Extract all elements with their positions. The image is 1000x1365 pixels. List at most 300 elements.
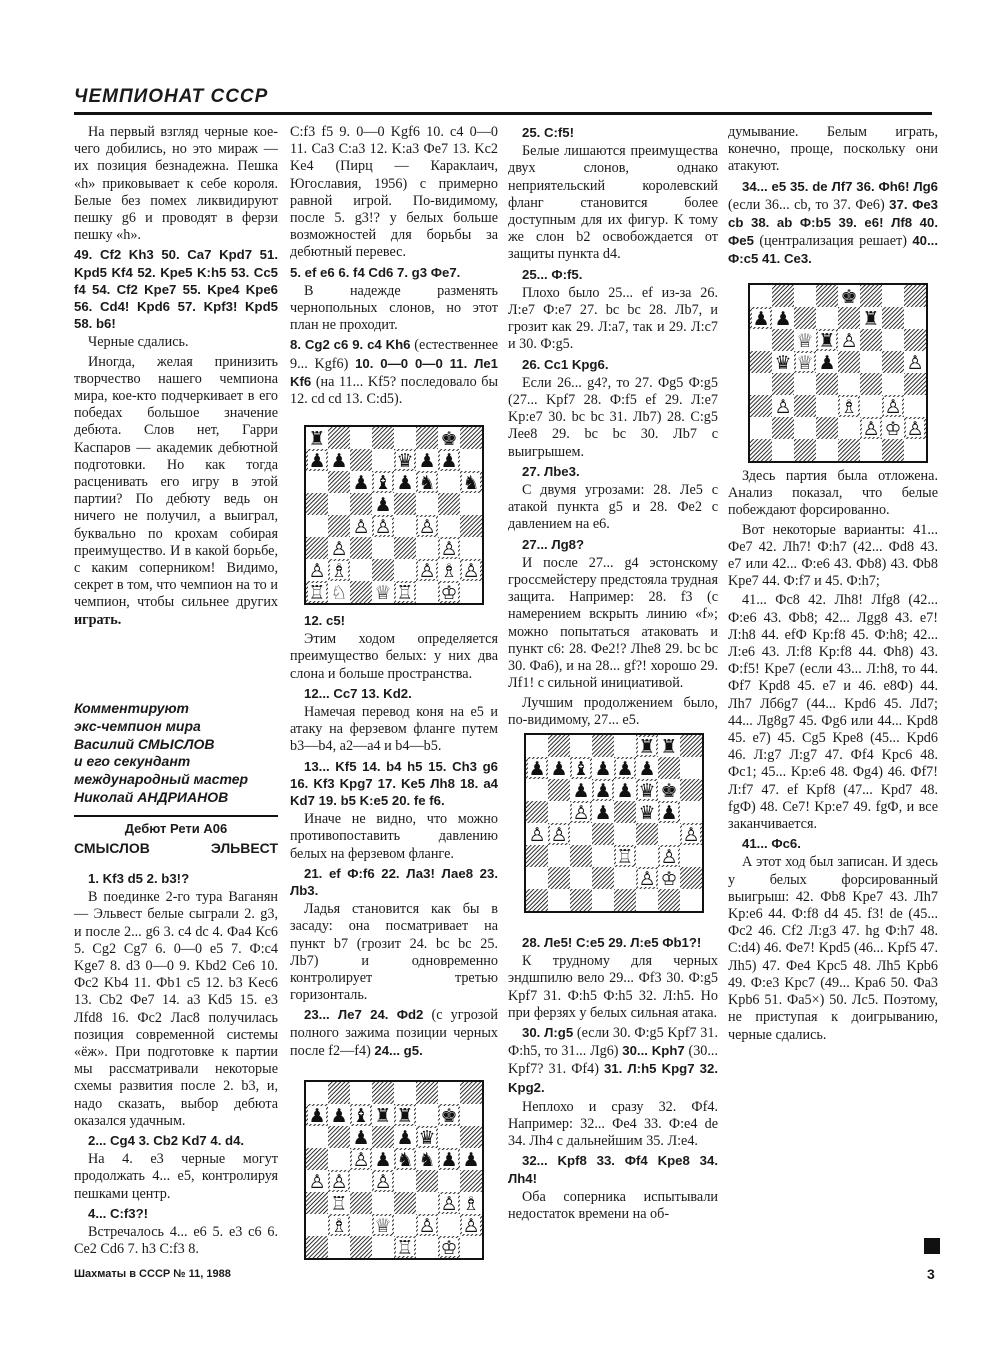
- chess-piece: ♟: [774, 308, 792, 330]
- moves: 41... Фc6.: [742, 836, 801, 852]
- paragraph: К трудному для черных эндшпилю вело 29... Фf3 30. Ф:g5 Kpf7 31. Ф:h5 Ф:h5 32. Л:h5. Но при ферзях у белых сильная атака.: [508, 953, 718, 1021]
- chess-piece: ♟: [308, 1105, 326, 1127]
- paragraph: 41... Фc8 42. Лh8! Лfg8 (42... Ф:e6 43. Фb8; 42... Лgg8 43. e7! Л:h8 44. efФ Kp:f8 45. Ф:h8; 42... Л:e6 43. Л:f8 Kp:f8 44. Фh8) 43. Ф:f5! Kpe7 (если 43... Л:h8, то 44. Фf7 Kpd8 45. e7 и 46. e8Ф) 44. Лh7 Лб6g7 (44... Kpd6 45. Лd7; 44... Лg8g7 45. Фg6 или 44... Kpd8 45. e7) 45. Cg5 Kpe8 (45... Kpd6 46. Л:g7 Л:g7 47. Фf4 Kpc6 48. Фc1; 45... Kp:e6 48. Фg4) 46. Фf7! Л:f7 47. ef Kpf8 (47... Kpd7 48. fgФ) 48. Ce7! Kp:e7 49. fgФ, и все заканчивается.: [728, 592, 938, 833]
- moves: 24... g5.: [374, 1042, 423, 1058]
- chess-piece: ♙: [418, 560, 436, 582]
- dark-square: [394, 1192, 416, 1214]
- light-square: [438, 515, 460, 537]
- chess-piece: ♟: [616, 758, 634, 780]
- paragraph: С двумя угрозами: 28. Лe5 с атакой пункта g5 и 28. Фe2 с давлением на e6.: [508, 482, 718, 533]
- light-square: [438, 1170, 460, 1192]
- dark-square: [750, 351, 772, 373]
- chess-piece: ♜: [862, 308, 880, 330]
- chess-piece: ♞: [396, 1149, 414, 1171]
- moves: 40... Ф:c5 41. Ce3.: [728, 233, 938, 267]
- chess-piece: ♙: [862, 418, 880, 440]
- dark-square: [328, 471, 350, 493]
- dark-square: [394, 537, 416, 559]
- footer-journal: Шахматы в СССР № 11, 1988: [74, 1268, 231, 1280]
- light-square: [904, 439, 926, 461]
- light-square: [526, 867, 548, 889]
- chess-piece: ♕: [374, 582, 392, 603]
- chess-piece: ♙: [462, 1215, 480, 1237]
- light-square: [680, 845, 702, 867]
- paragraph: Иначе не видно, что можно противопоставить давлению белых на ферзевом фланге.: [290, 811, 498, 862]
- comment-line: международный мастер: [74, 771, 249, 788]
- comment: (если 30. Ф:g5 Kpf7 31. Ф:h5, то 31... Лg6): [508, 1025, 719, 1060]
- dark-square: [372, 1082, 394, 1104]
- light-square: [460, 1236, 482, 1258]
- paragraph: Если 26... g4?, то 27. Фg5 Ф:g5 (27... Kpf7 28. Ф:f5 ef 29. Л:e7 Kp:e7 30. bc bc 31. Лb7) 28. C:g5 Лee8 29. bc bc 30. Лb7 с выигрышем.: [508, 374, 718, 460]
- light-square: [570, 823, 592, 845]
- dark-square: [904, 373, 926, 395]
- opening-block: [74, 815, 278, 856]
- moves: 30... Kph7: [622, 1043, 685, 1059]
- header-rule: [74, 112, 932, 115]
- moves-mixed: [290, 336, 498, 408]
- moves: 31. Л:h5 Kpg7 32. Kpg2.: [508, 1061, 718, 1095]
- dark-square: [882, 307, 904, 329]
- light-square: [460, 493, 482, 515]
- chess-piece: ♚: [440, 428, 458, 450]
- light-square: [350, 1082, 372, 1104]
- dark-square: [306, 493, 328, 515]
- moves: 23... Лe7 24. Фd2: [304, 1007, 424, 1023]
- dark-square: [350, 493, 372, 515]
- dark-square: [860, 329, 882, 351]
- light-square: [416, 1236, 438, 1258]
- chess-piece: ♟: [528, 758, 546, 780]
- light-square: [328, 1148, 350, 1170]
- chess-piece: ♙: [352, 516, 370, 538]
- chess-piece: ♟: [440, 1149, 458, 1171]
- moves: 34... e5 35. de Лf7 36. Фh6! Лg6: [742, 178, 938, 194]
- chess-piece: ♕: [796, 352, 814, 374]
- moves: 1. Kf3 d5 2. b3!?: [88, 871, 190, 886]
- chess-piece: ♝: [572, 758, 590, 780]
- dark-square: [328, 515, 350, 537]
- light-square: [658, 823, 680, 845]
- moves: 4... C:f3?!: [88, 1205, 149, 1221]
- chess-diagram-4: [748, 283, 928, 463]
- dark-square: [328, 1082, 350, 1104]
- light-square: [882, 373, 904, 395]
- light-square: [614, 823, 636, 845]
- light-square: [460, 537, 482, 559]
- chess-piece: ♚: [840, 286, 858, 308]
- paragraph: [74, 354, 278, 629]
- moves: 21. ef Ф:f6 22. Ла3! Лаe8 23. Лb3.: [290, 865, 498, 899]
- light-square: [350, 1214, 372, 1236]
- dark-square: [394, 493, 416, 515]
- chess-piece: ♟: [352, 1127, 370, 1149]
- light-square: [372, 449, 394, 471]
- dark-square: [460, 1082, 482, 1104]
- chess-piece: ♟: [752, 308, 770, 330]
- dark-square: [416, 427, 438, 449]
- chess-piece: ♟: [418, 450, 436, 472]
- light-square: [460, 449, 482, 471]
- chess-piece: ♗: [840, 396, 858, 418]
- chess-piece: ♙: [440, 1193, 458, 1215]
- comment: (естественнее 9... Kgf6): [290, 337, 499, 372]
- chess-piece: ♞: [418, 1149, 436, 1171]
- dark-square: [372, 427, 394, 449]
- moves: 32... Kpf8 33. Фf4 Kpe8 34. Лh4!: [508, 1153, 718, 1186]
- dark-square: [548, 735, 570, 757]
- dark-square: [350, 581, 372, 603]
- paragraph: Ладья становится как бы в засаду: она посматривает на пункт b7 (грозит 24. bc bc 25. Лb7) и одновременно контролирует третью горизонталь.: [290, 901, 498, 1004]
- moves: 13... Kf5 14. b4 h5 15. Ch3 g6 16. Kf3 Kpg7 17. Ke5 Лh8 18. a4 Kd7 19. b5 K:e5 20. fe f6.: [290, 758, 498, 809]
- chess-piece: ♙: [774, 396, 792, 418]
- light-square: [306, 1214, 328, 1236]
- moves: 37. Фe3 cb 38. ab Ф:b5 39. e6! Лf8 40. Фe5: [728, 196, 939, 249]
- chess-piece: ♟: [374, 494, 392, 516]
- dark-square: [750, 439, 772, 461]
- chess-piece: ♙: [906, 352, 924, 374]
- light-square: [438, 1082, 460, 1104]
- chess-piece: ♚: [660, 780, 678, 802]
- chess-piece: ♟: [396, 1127, 414, 1149]
- chess-piece: ♟: [638, 758, 656, 780]
- moves-mixed: [508, 1024, 718, 1097]
- dark-square: [306, 1236, 328, 1258]
- paragraph: Лучшим продолжением было, по-видимому, 27... e5.: [508, 694, 718, 728]
- chess-piece: ♟: [374, 1149, 392, 1171]
- chess-piece: ♜: [308, 428, 326, 450]
- light-square: [350, 559, 372, 581]
- dark-square: [838, 307, 860, 329]
- chess-piece: ♟: [462, 1149, 480, 1171]
- chess-piece: ♖: [396, 1237, 414, 1258]
- chess-piece: ♙: [840, 330, 858, 352]
- comment: (централизация решает): [759, 233, 907, 250]
- dark-square: [636, 823, 658, 845]
- paragraph: C:f3 f5 9. 0—0 Kgf6 10. c4 0—0 11. Ca3 C:a3 12. K:a3 Фe7 13. Kc2 Ke4 (Пирц — Караклаич, Югославия, 1956) с примерно равной игрой. По-видимому, после 5. g3!? у белых больше возможностей для борьбы за дебютный перевес.: [290, 124, 498, 261]
- light-square: [680, 801, 702, 823]
- light-square: [794, 417, 816, 439]
- paragraph: На 4. e3 черные могут продолжать 4... e5, контролируя пешками центр.: [74, 1151, 278, 1202]
- chess-piece: ♙: [550, 824, 568, 846]
- light-square: [416, 1192, 438, 1214]
- chess-piece: ♟: [594, 802, 612, 824]
- column-4: [728, 124, 938, 271]
- light-square: [526, 735, 548, 757]
- comment: (если 36... cb, то 37. Фe6): [728, 196, 885, 213]
- light-square: [394, 427, 416, 449]
- light-square: [328, 1236, 350, 1258]
- dark-square: [372, 559, 394, 581]
- chess-piece: ♘: [330, 582, 348, 603]
- chess-piece: ♟: [572, 780, 590, 802]
- light-square: [750, 373, 772, 395]
- dark-square: [460, 1170, 482, 1192]
- dark-square: [592, 735, 614, 757]
- light-square: [570, 867, 592, 889]
- light-square: [794, 373, 816, 395]
- chess-piece: ♝: [374, 472, 392, 494]
- paragraph: Намечая перевод коня на e5 и атаку на ферзевом фланге путем b3—b4, a2—a4 и b4—b5.: [290, 704, 498, 755]
- light-square: [372, 537, 394, 559]
- dark-square: [794, 307, 816, 329]
- light-square: [680, 757, 702, 779]
- dark-square: [680, 779, 702, 801]
- dark-square: [460, 427, 482, 449]
- paragraph: думывание. Белым играть, конечно, проще, поскольку они атакуют.: [728, 124, 938, 175]
- dark-square: [816, 285, 838, 307]
- dark-square: [772, 417, 794, 439]
- chess-piece: ♟: [308, 450, 326, 472]
- column-2: [290, 124, 498, 410]
- page-number: 3: [927, 1266, 935, 1282]
- chess-piece: ♙: [440, 538, 458, 560]
- chess-piece: ♙: [682, 824, 700, 846]
- comment-line: Василий СМЫСЛОВ: [74, 735, 215, 752]
- moves: 27... Лg8?: [522, 536, 585, 552]
- dark-square: [460, 1126, 482, 1148]
- comment-line: Комментируют: [74, 700, 189, 716]
- chess-piece: ♛: [638, 780, 656, 802]
- section-title: ЧЕМПИОНАТ СССР: [74, 86, 269, 107]
- opening-name: Дебют Рети А06: [124, 821, 228, 836]
- dark-square: [416, 1170, 438, 1192]
- moves: 5. ef e6 6. f4 Cd6 7. g3 Фe7.: [290, 264, 461, 280]
- chess-diagram-1: [304, 425, 484, 605]
- comment: (на 11... Kf5? последовало бы 12. cd cd 13. C:d5).: [290, 373, 498, 408]
- light-square: [592, 889, 614, 911]
- chess-piece: ♙: [572, 802, 590, 824]
- dark-square: [438, 493, 460, 515]
- paragraph: Этим ходом определяется преимущество белых: у них два слона и больше пространства.: [290, 631, 498, 682]
- chess-piece: ♔: [660, 868, 678, 890]
- chess-piece: ♟: [440, 450, 458, 472]
- moves: 25. C:f5!: [522, 125, 575, 140]
- chess-piece: ♙: [330, 538, 348, 560]
- dark-square: [816, 373, 838, 395]
- chess-diagram-3: [524, 733, 704, 913]
- dark-square: [794, 395, 816, 417]
- light-square: [570, 735, 592, 757]
- moves: 2... Cg4 3. Cb2 Kd7 4. d4.: [88, 1133, 245, 1149]
- dark-square: [592, 823, 614, 845]
- chess-piece: ♟: [660, 802, 678, 824]
- column-3: [508, 124, 718, 731]
- chess-piece: ♟: [594, 780, 612, 802]
- light-square: [350, 1170, 372, 1192]
- chess-piece: ♔: [440, 582, 458, 603]
- chess-piece: ♕: [374, 1215, 392, 1237]
- chess-piece: ♔: [884, 418, 902, 440]
- light-square: [882, 285, 904, 307]
- light-square: [394, 1214, 416, 1236]
- chess-piece: ♗: [440, 560, 458, 582]
- light-square: [816, 395, 838, 417]
- chess-piece: ♟: [594, 758, 612, 780]
- paragraph: А этот ход был записан. И здесь у белых форсированный выигрыш: 42. Фb8 Kpe7 43. Лh7 Kp:e6 44. Ф:f8 d4 45. f3! de (45... Фc2 46. Cf2 Л:g3 47. hg Ф:h7 48. C:d4) 46. Фe7! Kpd5 (46... Kpf5 47. Лh5) 47. Фe4 Kpc5 48. Лh5 Kpb6 49. Ф:e3 Kpc7 (49... Kpa6 50. Фa3 Kpb6 51. Фa5×) 50. Лc5. Поэтому, не приступая к доигрыванию, черные сдались.: [728, 854, 938, 1043]
- light-square: [394, 1082, 416, 1104]
- light-square: [860, 351, 882, 373]
- light-square: [614, 867, 636, 889]
- light-square: [680, 889, 702, 911]
- comment: (с угрозой полного зажима позиции черных после f2—f4): [290, 1007, 498, 1059]
- chess-piece: ♗: [330, 1215, 348, 1237]
- chess-piece: ♚: [440, 1105, 458, 1127]
- dark-square: [904, 285, 926, 307]
- chess-piece: ♛: [396, 450, 414, 472]
- chess-piece: ♗: [462, 1193, 480, 1215]
- comment-line: Николай АНДРИАНОВ: [74, 788, 229, 805]
- light-square: [636, 889, 658, 911]
- paragraph: Белые лишаются преимущества двух слонов, однако неприятельский королевский фланг становится более доступным для их фигур. К тому же слон b2 освобождается от защиты пункта d4.: [508, 143, 718, 263]
- light-square: [750, 329, 772, 351]
- paragraph: На первый взгляд черные кое-чего добились, но это мираж — их позиция безнадежна. Пешка «h» приковывает к себе короля. Белые без помех ликвидируют пешку g6 и проводят в ферзи пешку «h».: [74, 124, 278, 244]
- moves: 25... Ф:f5.: [522, 266, 583, 282]
- light-square: [372, 1236, 394, 1258]
- light-square: [526, 779, 548, 801]
- chess-piece: ♙: [660, 846, 678, 868]
- chess-piece: ♙: [418, 516, 436, 538]
- chess-piece: ♙: [462, 560, 480, 582]
- light-square: [416, 581, 438, 603]
- light-square: [816, 307, 838, 329]
- chess-piece: ♔: [440, 1237, 458, 1258]
- chess-piece: ♖: [308, 582, 326, 603]
- chess-piece: ♕: [796, 330, 814, 352]
- dark-square: [882, 439, 904, 461]
- dark-square: [350, 1236, 372, 1258]
- dark-square: [548, 867, 570, 889]
- comment: (30... Kpf7? 31. Фf4): [508, 1043, 719, 1078]
- moves: 12. c5!: [304, 613, 346, 628]
- dark-square: [614, 801, 636, 823]
- moves: 8. Cg2 c6 9. c4 Kh6: [290, 337, 411, 353]
- chess-piece: ♞: [418, 472, 436, 494]
- light-square: [460, 581, 482, 603]
- dark-square: [838, 351, 860, 373]
- dark-square: [460, 515, 482, 537]
- dark-square: [658, 889, 680, 911]
- light-square: [416, 1104, 438, 1126]
- dark-square: [306, 1148, 328, 1170]
- light-square: [636, 845, 658, 867]
- paragraph: Черные сдались.: [88, 334, 189, 351]
- dark-square: [570, 889, 592, 911]
- chess-piece: ♖: [396, 582, 414, 603]
- chess-piece: ♜: [638, 736, 656, 758]
- light-square: [306, 471, 328, 493]
- chess-piece: ♜: [660, 736, 678, 758]
- dark-square: [372, 1126, 394, 1148]
- dark-square: [526, 889, 548, 911]
- paragraph: В надежде разменять чернопольных слонов, но этот план не проходит.: [290, 282, 498, 334]
- chess-piece: ♜: [396, 1105, 414, 1127]
- chess-piece: ♟: [616, 780, 634, 802]
- dark-square: [794, 439, 816, 461]
- light-square: [416, 537, 438, 559]
- dark-square: [750, 395, 772, 417]
- moves: 30. Л:g5: [522, 1025, 574, 1041]
- light-square: [372, 1192, 394, 1214]
- chess-piece: ♖: [330, 1193, 348, 1215]
- light-square: [838, 373, 860, 395]
- dark-square: [614, 889, 636, 911]
- light-square: [306, 1126, 328, 1148]
- chess-piece: ♟: [818, 352, 836, 374]
- chess-piece: ♟: [550, 758, 568, 780]
- dark-square: [328, 427, 350, 449]
- light-square: [816, 439, 838, 461]
- light-square: [394, 1170, 416, 1192]
- dark-square: [328, 1126, 350, 1148]
- chess-piece: ♜: [818, 330, 836, 352]
- light-square: [328, 493, 350, 515]
- paragraph: Здесь партия была отложена. Анализ показал, что белые побеждают форсированно.: [728, 468, 938, 519]
- dark-square: [882, 351, 904, 373]
- text: Иногда, желая принизить творчество нашего чемпиона мира, кое-кто подчеркивает в его победах большое значение дебюта. Слов нет, Гарри Каспаров — академик дебютной подготовки. Но как тогда расценивать его игру в этой партии? По дебюту ведь он ничего не получил, а выиграл, буквально по крохам собирая преимущество. И в какой борьбе, с каким соперником! Видимо, секрет в том, что чемпион на то и чемпион, чтобы сильнее других: [74, 353, 278, 611]
- end-marker: [924, 1238, 940, 1254]
- comment-line: и его секундант: [74, 753, 191, 770]
- dark-square: [816, 417, 838, 439]
- column-4-cont: [728, 468, 938, 1046]
- paragraph: В поединке 2-го тура Ваганян — Эльвест белые сыграли 2. g3, и после 2... g6 3. c4 dc 4. Фа4 Кс6 5. Cg2 Cg7 6. 0—0 e5 7. Ф:c4 Kge7 8. d3 0—0 9. Kbd2 Ce6 10. Фc2 Kb4 11. Фb1 c5 12. b3 Kec6 13. Cb2 Фe7 14. a3 Kd5 15. e3 Лfd8 16. Фc2 Лac8 получилась позиция современной системы «ёж». При подготовке к партии мы рассматривали некоторые схемы развития после 2. b3, и, надо сказать, выбор дебюта оказался удачным.: [74, 889, 278, 1129]
- dark-square: [306, 1192, 328, 1214]
- light-square: [306, 515, 328, 537]
- dark-square: [548, 779, 570, 801]
- light-square: [592, 845, 614, 867]
- dark-square: [838, 439, 860, 461]
- light-square: [838, 417, 860, 439]
- chess-piece: ♛: [638, 802, 656, 824]
- dark-square: [772, 285, 794, 307]
- paragraph: Неплохо и сразу 32. Фf4. Например: 32... Фe4 33. Ф:e4 de 34. Лh4 с дальнейшим 35. Л:e4.: [508, 1098, 718, 1150]
- light-square: [860, 395, 882, 417]
- chess-piece: ♙: [352, 1149, 370, 1171]
- light-square: [904, 395, 926, 417]
- black-player: ЭЛЬВЕСТ: [210, 840, 278, 856]
- column-1-game: [74, 870, 278, 1260]
- light-square: [860, 439, 882, 461]
- light-square: [394, 515, 416, 537]
- light-square: [614, 735, 636, 757]
- chess-piece: ♟: [352, 472, 370, 494]
- moves: 12... Cc7 13. Kd2.: [304, 685, 412, 701]
- paragraph: Оба соперника испытывали недостаток времени на об-: [508, 1188, 718, 1223]
- chess-piece: ♙: [330, 1171, 348, 1193]
- dark-square: [526, 845, 548, 867]
- chess-diagram-2: [304, 1080, 484, 1260]
- chess-piece: ♙: [638, 868, 656, 890]
- light-square: [306, 1082, 328, 1104]
- dark-square: [592, 867, 614, 889]
- dark-square: [772, 373, 794, 395]
- dark-square: [680, 735, 702, 757]
- dark-square: [860, 373, 882, 395]
- column-2-cont: [290, 612, 498, 1062]
- chess-piece: ♛: [418, 1127, 436, 1149]
- dark-square: [350, 537, 372, 559]
- chess-piece: ♙: [374, 516, 392, 538]
- light-square: [394, 559, 416, 581]
- players: [74, 840, 278, 856]
- chess-piece: ♙: [528, 824, 546, 846]
- dark-square: [350, 449, 372, 471]
- light-square: [416, 493, 438, 515]
- chess-piece: ♙: [906, 418, 924, 440]
- column-3-cont: [508, 934, 718, 1225]
- paragraph: Вот некоторые варианты: 41... Фe7 42. Лh7! Ф:h7 (42... Фd8 43. e7 или 42... Ф:e6 43. Фb8) 43. Фb8 Kpe7 44. Ф:f7 и 45. Ф:h7;: [728, 521, 938, 590]
- paragraph: И после 27... g4 эстонскому гроссмейстеру предстояла трудная защита. Например: 28. f3 (с намерением вскрыть линию «f»; можно попытаться атаковать и пункт c6: 28. Фe2!? Лhe8 29. bc bc 30. Фa6), и на 28... gf?! хорошо 29. Лf1! с сильной инициативой.: [508, 554, 718, 692]
- moves: 26. Cc1 Kpg6.: [522, 356, 609, 372]
